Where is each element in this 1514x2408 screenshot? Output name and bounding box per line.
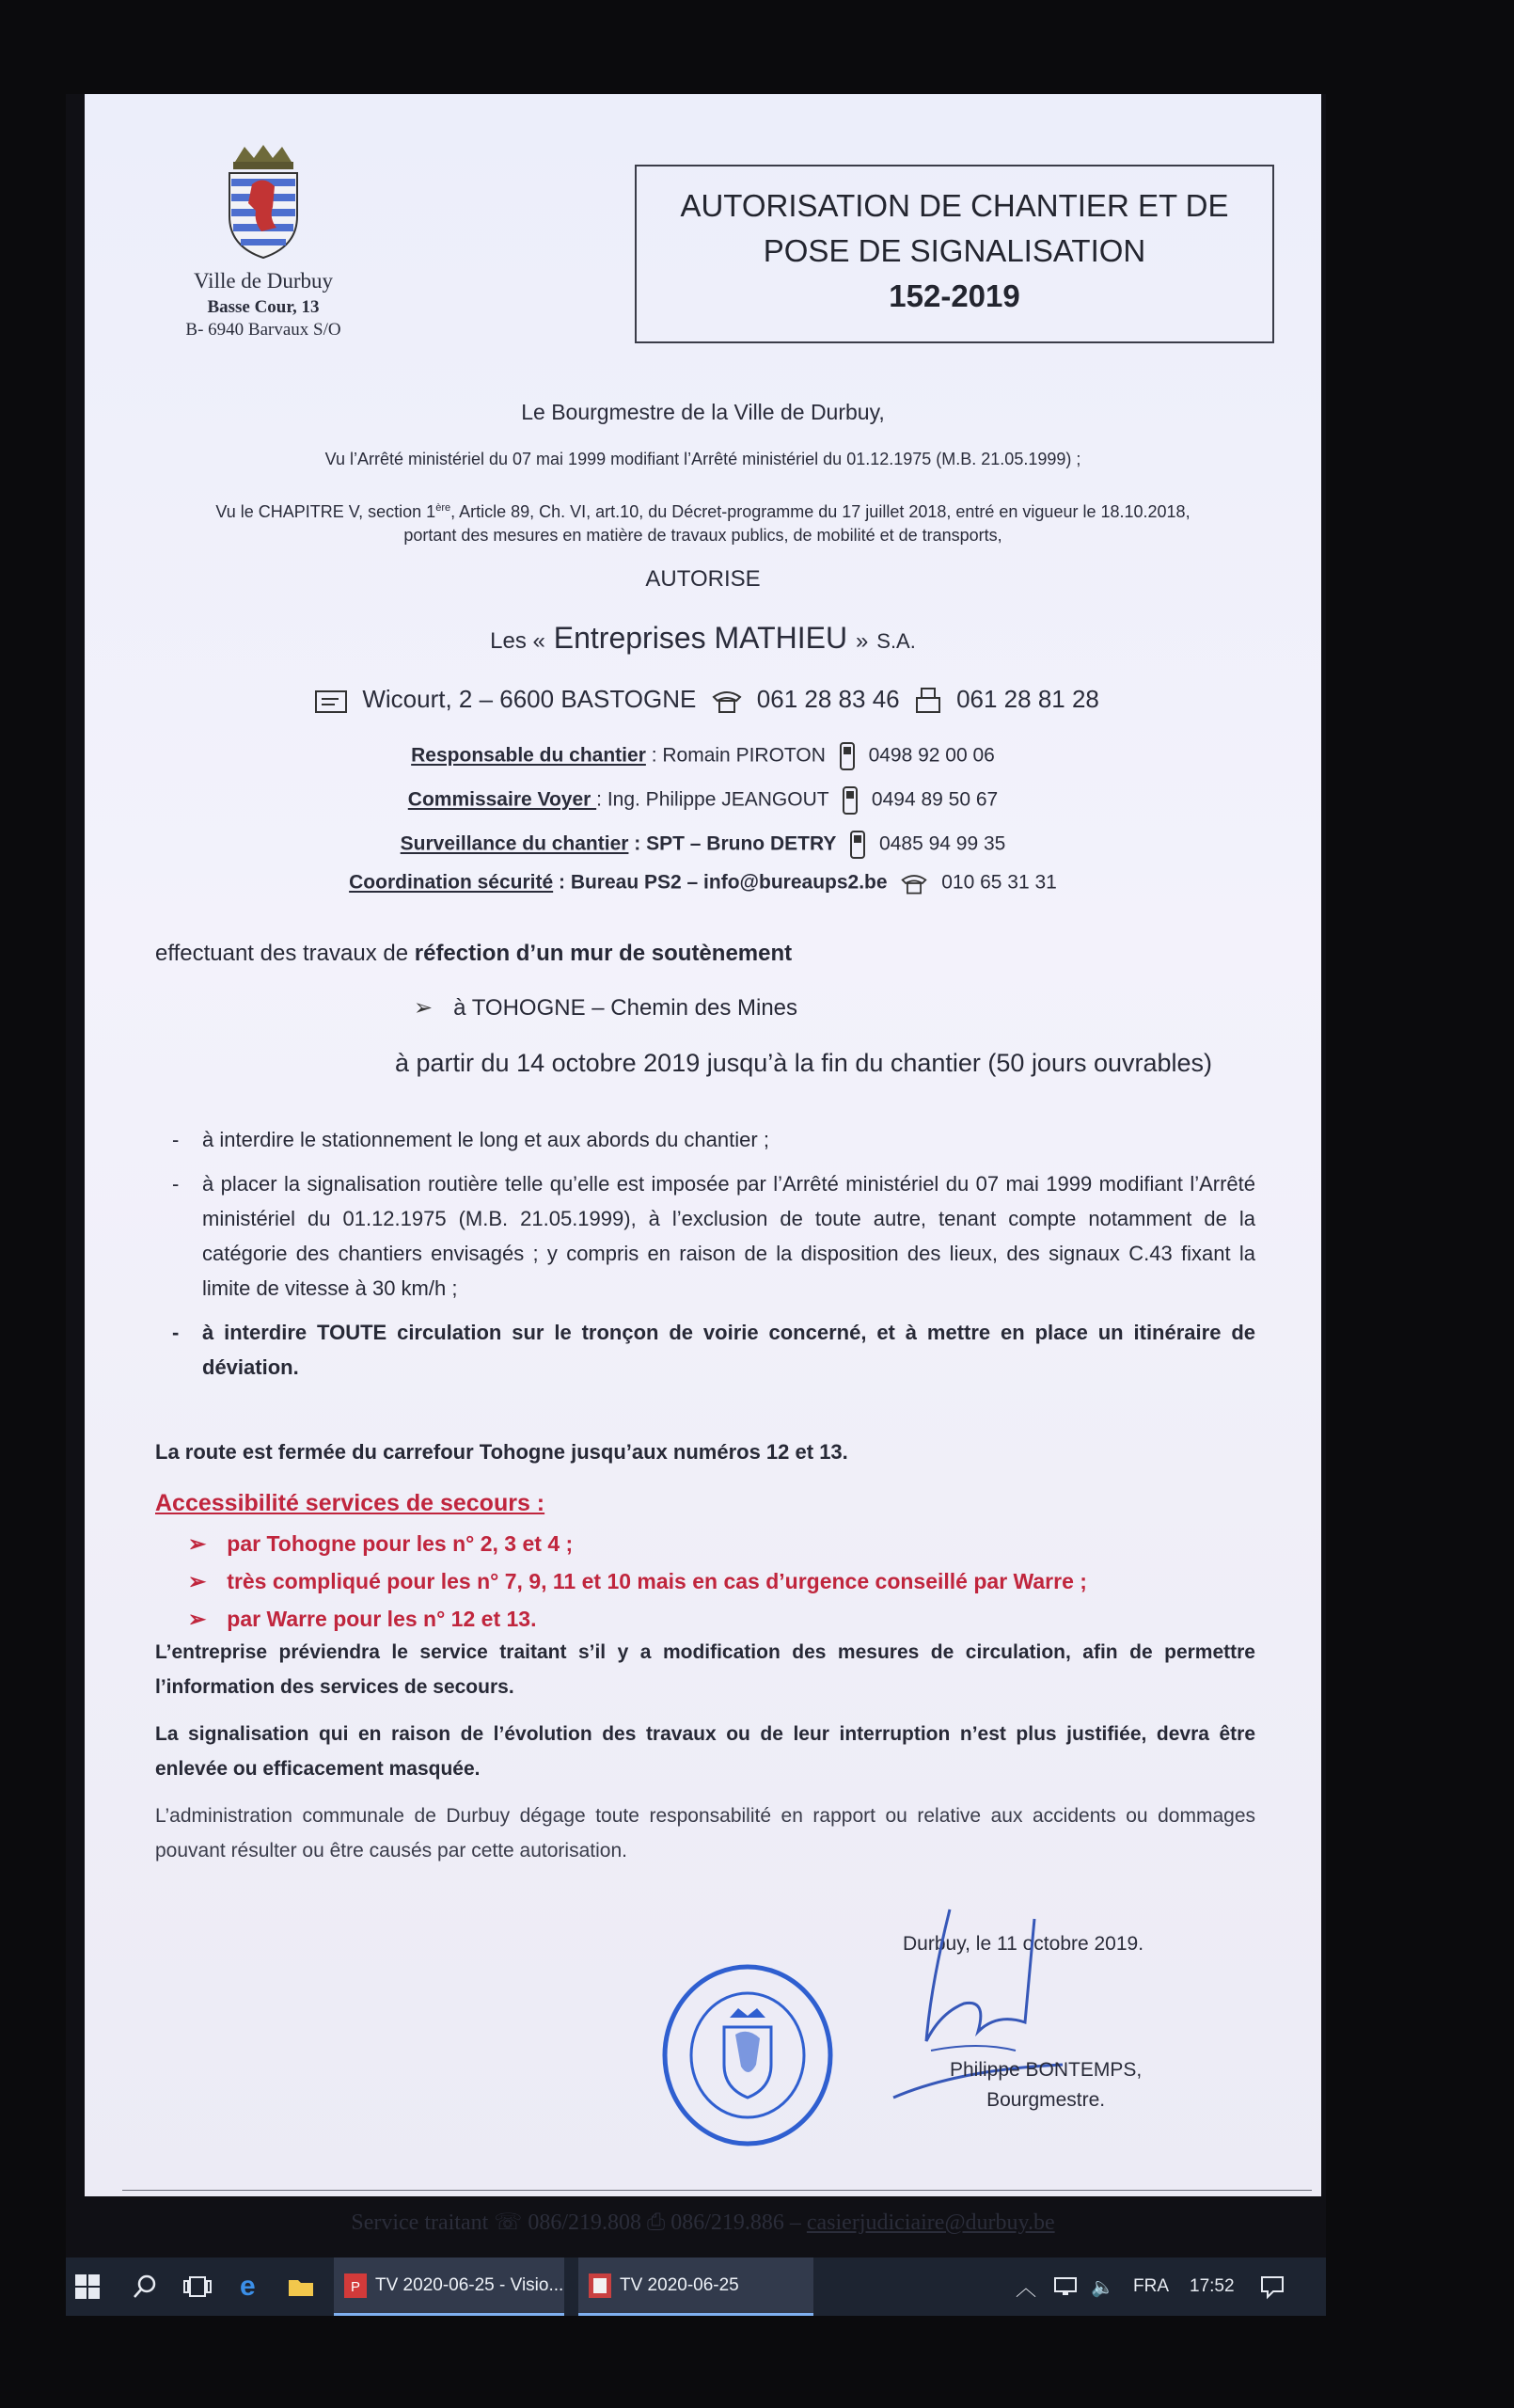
company-fax: 061 28 81 28 xyxy=(956,685,1099,713)
measure-text: à interdire TOUTE circulation sur le tronçon de voirie concerné, et à mettre en place un itinéraire de déviation. xyxy=(202,1321,1255,1379)
arrow-bullet-icon: ➢ xyxy=(188,1607,207,1631)
accessibility-text: par Warre pour les n° 12 et 13. xyxy=(227,1607,537,1631)
municipal-seal-stamp xyxy=(658,1961,837,2149)
volume-icon[interactable]: 🔈 xyxy=(1091,2276,1114,2298)
works-period: à partir du 14 octobre 2019 jusqu’à la fin du chantier (50 jours ouvrables) xyxy=(395,1049,1213,1077)
legal-basis-2 xyxy=(85,497,1321,547)
svg-text:P: P xyxy=(350,2278,361,2295)
works-location-text: à TOHOGNE – Chemin des Mines xyxy=(453,995,798,1021)
works-location xyxy=(414,990,1514,1025)
document-footer: Service traitant ☏ 086/219.808 ⎙ 086/219.886 – casierjudiciaire@durbuy.be xyxy=(351,2210,1055,2235)
phone-icon: ☏ xyxy=(494,2210,523,2235)
phone-icon xyxy=(900,871,928,895)
task-view-button[interactable] xyxy=(183,2258,212,2316)
contact-phone: 010 65 31 31 xyxy=(941,871,1057,894)
chevron-up-icon[interactable]: ︿ xyxy=(1016,2275,1037,2300)
windows-logo-icon xyxy=(75,2274,100,2299)
accessibility-text: par Tohogne pour les n° 2, 3 et 4 ; xyxy=(227,1531,574,1556)
contact-phone: 0498 92 00 06 xyxy=(868,744,995,767)
works-type: réfection d’un mur de soutènement xyxy=(414,941,793,966)
taskbar-app-visio[interactable] xyxy=(334,2258,564,2316)
document-page xyxy=(85,94,1321,2235)
measure-item: - à interdire TOUTE circulation sur le tronçon de voirie concerné, et à mettre en place un itinéraire de déviation. xyxy=(172,1321,1255,1379)
monitor-screen xyxy=(66,94,1326,2314)
contact-name: : Romain PIROTON xyxy=(645,744,826,767)
file-explorer-button[interactable] xyxy=(287,2258,315,2316)
footer-divider xyxy=(122,2190,1312,2191)
contact-phone: 0494 89 50 67 xyxy=(871,788,999,811)
measure-text: à placer la signalisation routière telle qu’elle est imposée par l’Arrêté ministériel du 07 mai 1999 modifiant l’Arrêté ministériel du 01.12.1975 (M.B. 21.05.1999), à l’exclusion de toute autre, tenant compte notamment de la catégorie des chantiers envisagés ; y compris en raison de la disposition des lieux, des signaux C.43 fixant la limite de vitesse à 30 km/h ; xyxy=(202,1172,1255,1300)
start-button[interactable] xyxy=(75,2258,100,2316)
document-title-box xyxy=(635,165,1274,343)
accessibility-list xyxy=(188,1526,1288,1639)
mobile-phone-icon xyxy=(839,741,856,771)
company-address: Wicourt, 2 – 6600 BASTOGNE xyxy=(362,685,697,713)
signature-date: Durbuy, le 11 octobre 2019. xyxy=(903,1933,1144,1955)
legal-basis-1: Vu l’Arrêté ministériel du 07 mai 1999 modifiant l’Arrêté ministériel du 01.12.1975 (M.B. 21.05.1999) ; xyxy=(324,450,1081,468)
fax-icon: ⎙ xyxy=(646,2210,666,2235)
edge-browser-icon[interactable]: e xyxy=(240,2271,256,2302)
town-name: Ville de Durbuy xyxy=(193,269,334,293)
autorise-heading: AUTORISE xyxy=(645,566,761,592)
company-address-line xyxy=(85,685,1321,715)
taskbar-app-label: TV 2020-06-25 xyxy=(620,2274,739,2295)
contact-name: : Ing. Philippe JEANGOUT xyxy=(596,788,829,811)
taskbar xyxy=(66,2258,1326,2316)
paragraph-modification: L’entreprise préviendra le service traitant s’il y a modification des mesures de circulation, afin de permettre l’information des services de secours. xyxy=(155,1641,1255,1698)
phone-icon xyxy=(711,688,743,714)
measure-text: à interdire le stationnement le long et aux abords du chantier ; xyxy=(202,1128,769,1151)
accessibility-text: très compliqué pour les n° 7, 9, 11 et 10 mais en cas d’urgence conseillé par Warre ; xyxy=(227,1569,1087,1593)
title-line-2: POSE DE SIGNALISATION xyxy=(763,233,1146,268)
legal-basis-2-part2: , Article 89, Ch. VI, art.10, du Décret-programme du 17 juillet 2018, entré en vigueur le 18.10.2018, xyxy=(450,502,1191,521)
taskbar-app-label: TV 2020-06-25 - Visio... xyxy=(375,2274,564,2295)
arrow-bullet-icon: ➢ xyxy=(188,1531,207,1556)
measure-item: - à placer la signalisation routière telle qu’elle est imposée par l’Arrêté ministériel du 07 mai 1999 modifiant l’Arrêté ministériel du 01.12.1975 (M.B. 21.05.1999), à l’exclusion de toute autre, tenant compte notamment de la catégorie des chantiers envisagés ; y compris en raison de la disposition des lieux, des signaux C.43 fixant la limite de vitesse à 30 km/h ; xyxy=(172,1172,1255,1300)
document-app-icon xyxy=(588,2273,612,2299)
works-prefix: effectuant des travaux de xyxy=(155,941,415,966)
footer-phone: 086/219.808 xyxy=(528,2210,641,2235)
address-line-2: B- 6940 Barvaux S/O xyxy=(185,320,341,340)
notifications-button[interactable] xyxy=(1260,2258,1285,2316)
accessibility-item xyxy=(188,1601,1288,1637)
system-clock[interactable]: 17:52 xyxy=(1190,2276,1235,2296)
search-icon xyxy=(132,2273,158,2300)
notification-icon xyxy=(1260,2274,1285,2299)
letterhead xyxy=(160,141,367,341)
contact-role: Responsable du chantier xyxy=(411,744,646,767)
input-language[interactable]: FRA xyxy=(1133,2276,1169,2296)
company-phone: 061 28 83 46 xyxy=(756,685,900,713)
contact-name: : Bureau PS2 – info@bureaups2.be xyxy=(553,871,888,894)
company-name-line xyxy=(85,621,1321,656)
footer-email[interactable]: casierjudiciaire@durbuy.be xyxy=(806,2210,1055,2235)
measure-item: - à interdire le stationnement le long et aux abords du chantier ; xyxy=(172,1128,769,1151)
accessibility-item xyxy=(188,1563,1288,1599)
contact-phone: 0485 94 99 35 xyxy=(879,832,1006,855)
pdf-app-icon xyxy=(343,2273,368,2299)
measures-list xyxy=(155,1122,1255,1394)
folder-icon xyxy=(287,2274,315,2299)
paragraph-responsibility: L’administration communale de Durbuy dégage toute responsabilité en rapport ou relative aux accidents ou dommages pouvant résulter ou être causés par cette autorisation. xyxy=(155,1805,1255,1861)
contact-line-2 xyxy=(85,785,1321,816)
taskbar-app-document[interactable] xyxy=(578,2258,813,2316)
works-description xyxy=(155,936,1255,971)
coat-of-arms-icon xyxy=(216,141,310,263)
signatory-title: Bourgmestre. xyxy=(986,2089,1106,2111)
mobile-phone-icon xyxy=(849,830,866,860)
title-reference: 152-2019 xyxy=(889,278,1020,313)
arrow-bullet-icon: ➢ xyxy=(188,1569,207,1593)
road-closure: La route est fermée du carrefour Tohogne jusqu’aux numéros 12 et 13. xyxy=(155,1440,848,1464)
title-line-1: AUTORISATION DE CHANTIER ET DE xyxy=(680,188,1229,223)
company-suffix: » xyxy=(856,628,869,654)
contact-role: Commissaire Voyer xyxy=(407,788,597,811)
contact-line-3 xyxy=(85,830,1321,860)
letter-icon xyxy=(314,688,348,714)
contact-line-4 xyxy=(85,871,1321,895)
mobile-phone-icon xyxy=(842,785,859,816)
footer-label: Service traitant xyxy=(351,2210,489,2235)
contact-name: : SPT – Bruno DETRY xyxy=(628,832,837,855)
signatory-name: Philippe BONTEMPS, xyxy=(950,2059,1143,2081)
task-view-icon xyxy=(183,2274,212,2299)
contact-line-1 xyxy=(85,741,1321,771)
network-icon[interactable] xyxy=(1053,2258,1078,2316)
arrow-bullet-icon: ➢ xyxy=(414,995,434,1021)
address-line-1: Basse Cour, 13 xyxy=(207,297,320,317)
fax-icon xyxy=(914,687,942,715)
company-prefix: Les « xyxy=(490,628,545,654)
company-legal-form: S.A. xyxy=(876,629,916,653)
contact-role: Surveillance du chantier xyxy=(400,832,629,855)
legal-basis-2-line2: portant des mesures en matière de travaux publics, de mobilité et de transports, xyxy=(403,526,1002,545)
signatory xyxy=(950,2055,1142,2115)
legal-basis-2-sup: ère xyxy=(435,502,451,514)
company-name: Entreprises MATHIEU xyxy=(553,621,848,655)
accessibility-item xyxy=(188,1526,1288,1561)
search-button[interactable] xyxy=(132,2258,158,2316)
legal-basis-2-part1: Vu le CHAPITRE V, section 1 xyxy=(215,502,436,521)
footer-fax: 086/219.886 xyxy=(670,2210,784,2235)
accessibility-title: Accessibilité services de secours : xyxy=(155,1490,545,1516)
paragraph-signalisation: La signalisation qui en raison de l’évolution des travaux ou de leur interruption n’est plus justifiée, devra être enlevée ou efficacement masquée. xyxy=(155,1723,1255,1780)
contact-role: Coordination sécurité xyxy=(349,871,554,894)
mayor-heading: Le Bourgmestre de la Ville de Durbuy, xyxy=(521,400,885,424)
